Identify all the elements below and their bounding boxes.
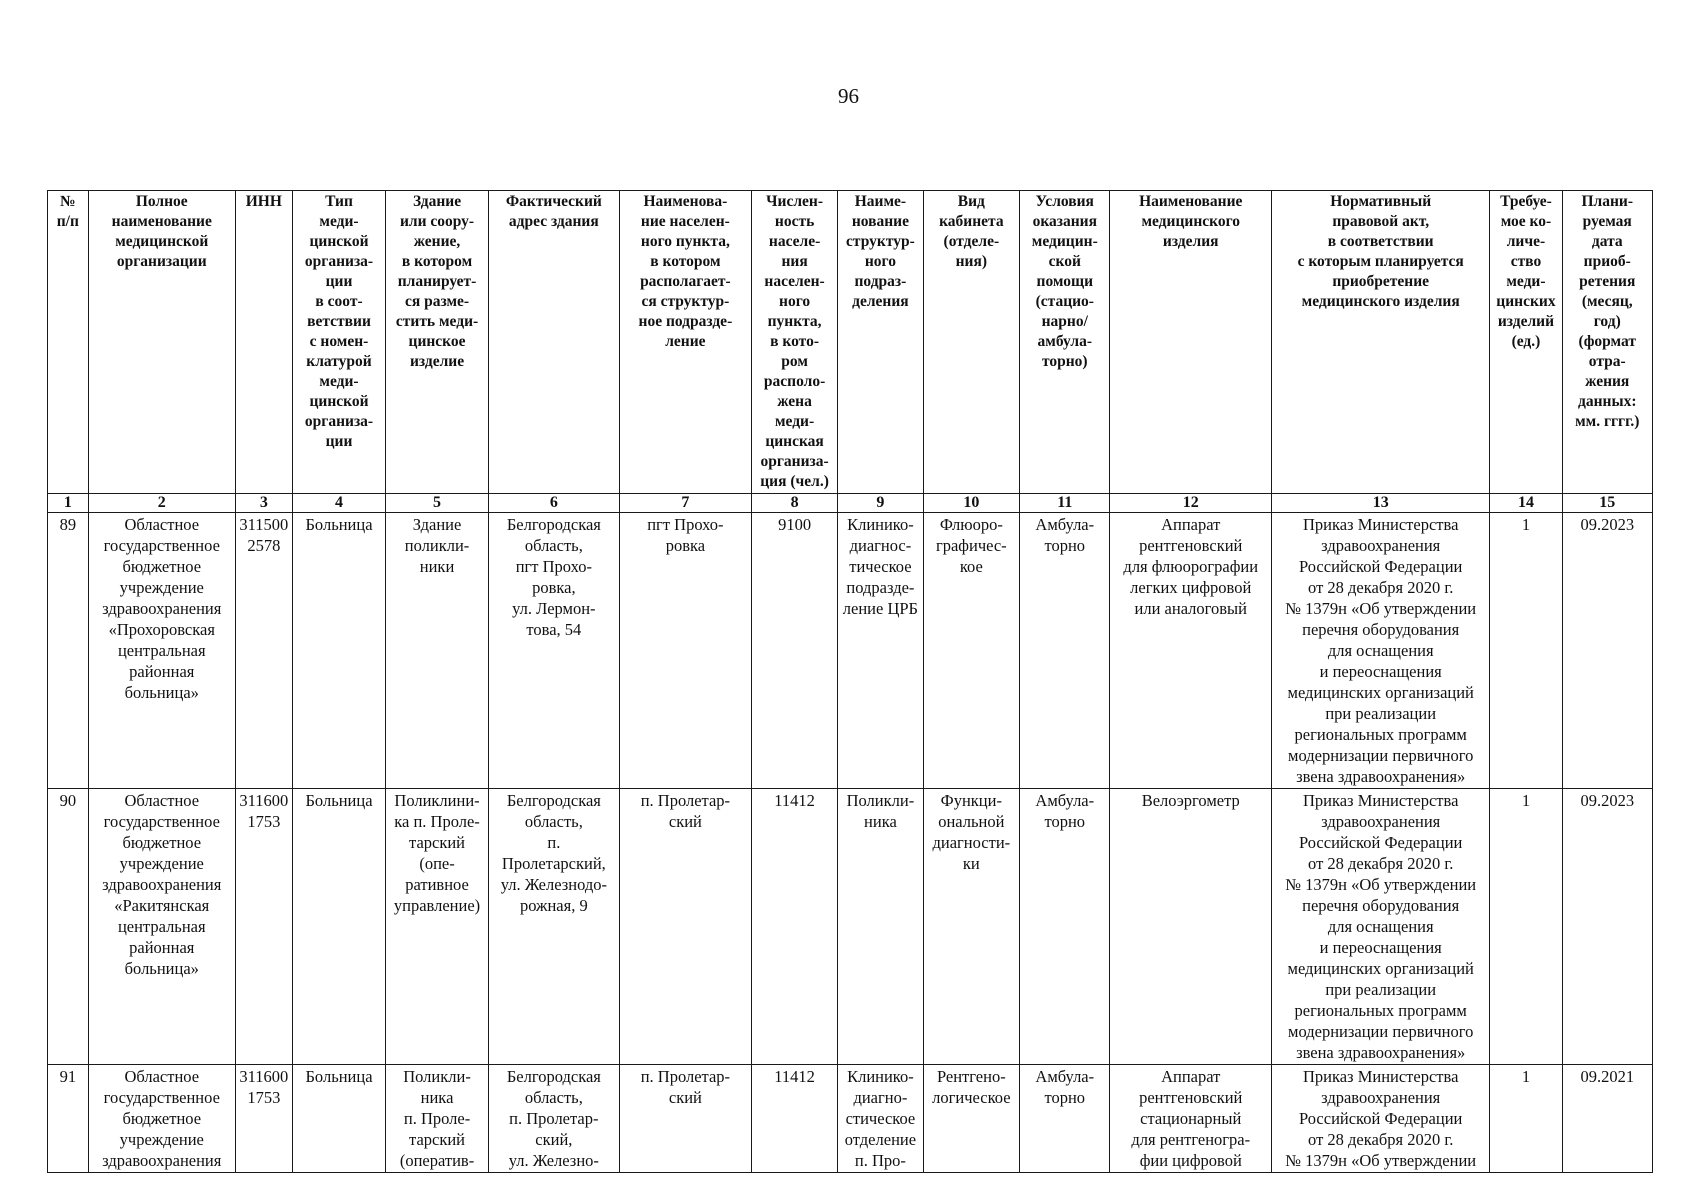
subdivision-cell: Клинико- диагно- стическое отделение п. Про- xyxy=(838,1065,923,1173)
column-number: 11 xyxy=(1020,494,1110,513)
settlement-cell: п. Пролетар- ский xyxy=(619,1065,751,1173)
care-conditions-cell: Амбула- торно xyxy=(1020,513,1110,789)
organization-type-cell: Больница xyxy=(292,789,385,1065)
address-cell: Белгородская область, пгт Прохо- ровка, ул. Лермон- това, 54 xyxy=(488,513,619,789)
subdivision-cell: Клинико- диагнос- тическое подразде- ление ЦРБ xyxy=(838,513,923,789)
column-number: 8 xyxy=(751,494,837,513)
inn-cell: 311600 1753 xyxy=(235,1065,292,1173)
header-cell: Плани- руемая дата приоб- ретения (месяц, год) (формат отра- жения данных: мм. гггг.) xyxy=(1562,191,1653,494)
population-cell: 11412 xyxy=(751,1065,837,1173)
organization-name-cell: Областное государственное бюджетное учреждение здравоохранения «Прохоровская центральная районная больница» xyxy=(88,513,235,789)
building-cell: Здание поликли- ники xyxy=(386,513,489,789)
column-number: 4 xyxy=(292,494,385,513)
settlement-cell: пгт Прохо- ровка xyxy=(619,513,751,789)
header-cell: Наиме- нование структур- ного подраз- деления xyxy=(838,191,923,494)
care-conditions-cell: Амбула- торно xyxy=(1020,789,1110,1065)
column-number: 1 xyxy=(48,494,89,513)
device-name-cell: Велоэргометр xyxy=(1110,789,1272,1065)
room-type-cell: Функци- ональной диагности- ки xyxy=(923,789,1020,1065)
column-number: 9 xyxy=(838,494,923,513)
column-number: 10 xyxy=(923,494,1020,513)
address-cell: Белгородская область, п. Пролетарский, ул. Железнодо- рожная, 9 xyxy=(488,789,619,1065)
header-cell: Здание или соору- жение, в котором планирует- ся разме- стить меди- цинское изделие xyxy=(386,191,489,494)
column-number: 15 xyxy=(1562,494,1653,513)
column-number: 5 xyxy=(386,494,489,513)
inn-cell: 311500 2578 xyxy=(235,513,292,789)
header-cell: Наименова- ние населен- ного пункта, в котором располагает- ся структур- ное подразде- ление xyxy=(619,191,751,494)
quantity-cell: 1 xyxy=(1490,789,1562,1065)
device-name-cell: Аппарат рентгеновский для флюорографии легких цифровой или аналоговый xyxy=(1110,513,1272,789)
population-cell: 9100 xyxy=(751,513,837,789)
header-cell: Тип меди- цинской организа- ции в соот- ветствии с номен- клатурой меди- цинской организа- ции xyxy=(292,191,385,494)
medical-equipment-table xyxy=(47,190,1653,1173)
column-number-row xyxy=(48,494,1653,513)
legal-act-cell: Приказ Министерства здравоохранения Российской Федерации от 28 декабря 2020 г. № 1379н «Об утверждении перечня оборудования для оснащения и переоснащения медицинских организаций при реализации региональных программ модернизации первичного звена здравоохранения» xyxy=(1272,513,1490,789)
legal-act-cell: Приказ Министерства здравоохранения Российской Федерации от 28 декабря 2020 г. № 1379н «Об утверждении xyxy=(1272,1065,1490,1173)
column-number: 2 xyxy=(88,494,235,513)
header-cell: Фактический адрес здания xyxy=(488,191,619,494)
organization-name-cell: Областное государственное бюджетное учреждение здравоохранения xyxy=(88,1065,235,1173)
row-number-cell: 91 xyxy=(48,1065,89,1173)
purchase-date-cell: 09.2023 xyxy=(1562,789,1653,1065)
header-cell: Полное наименование медицинской организации xyxy=(88,191,235,494)
device-name-cell: Аппарат рентгеновский стационарный для рентгеногра- фии цифровой xyxy=(1110,1065,1272,1173)
purchase-date-cell: 09.2021 xyxy=(1562,1065,1653,1173)
organization-type-cell: Больница xyxy=(292,1065,385,1173)
header-cell: Числен- ность населе- ния населен- ного пункта, в кото- ром располо- жена меди- цинская организа- ция (чел.) xyxy=(751,191,837,494)
quantity-cell: 1 xyxy=(1490,513,1562,789)
legal-act-cell: Приказ Министерства здравоохранения Российской Федерации от 28 декабря 2020 г. № 1379н «Об утверждении перечня оборудования для оснащения и переоснащения медицинских организаций при реализации региональных программ модернизации первичного звена здравоохранения» xyxy=(1272,789,1490,1065)
inn-cell: 311600 1753 xyxy=(235,789,292,1065)
header-cell: Требуе- мое ко- личе- ство меди- цинских изделий (ед.) xyxy=(1490,191,1562,494)
building-cell: Поликли- ника п. Проле- тарский (оператив- xyxy=(386,1065,489,1173)
table-row xyxy=(48,1065,1653,1173)
column-number: 12 xyxy=(1110,494,1272,513)
header-cell: Наименование медицинского изделия xyxy=(1110,191,1272,494)
address-cell: Белгородская область, п. Пролетар- ский, ул. Железно- xyxy=(488,1065,619,1173)
header-cell: Условия оказания медицин- ской помощи (стацио- нарно/ амбула- торно) xyxy=(1020,191,1110,494)
column-number: 3 xyxy=(235,494,292,513)
header-cell: № п/п xyxy=(48,191,89,494)
table-row xyxy=(48,789,1653,1065)
room-type-cell: Флюоро- графичес- кое xyxy=(923,513,1020,789)
column-number: 6 xyxy=(488,494,619,513)
table-row xyxy=(48,513,1653,789)
subdivision-cell: Поликли- ника xyxy=(838,789,923,1065)
page-number: 96 xyxy=(838,84,859,108)
population-cell: 11412 xyxy=(751,789,837,1065)
table-header-row xyxy=(48,191,1653,494)
column-number: 14 xyxy=(1490,494,1562,513)
quantity-cell: 1 xyxy=(1490,1065,1562,1173)
column-number: 7 xyxy=(619,494,751,513)
row-number-cell: 90 xyxy=(48,789,89,1065)
header-cell: Вид кабинета (отделе- ния) xyxy=(923,191,1020,494)
settlement-cell: п. Пролетар- ский xyxy=(619,789,751,1065)
building-cell: Поликлини- ка п. Проле- тарский (опе- ративное управление) xyxy=(386,789,489,1065)
room-type-cell: Рентгено- логическое xyxy=(923,1065,1020,1173)
column-number: 13 xyxy=(1272,494,1490,513)
care-conditions-cell: Амбула- торно xyxy=(1020,1065,1110,1173)
header-cell: Нормативный правовой акт, в соответствии с которым планируется приобретение медицинского изделия xyxy=(1272,191,1490,494)
organization-name-cell: Областное государственное бюджетное учреждение здравоохранения «Ракитянская центральная районная больница» xyxy=(88,789,235,1065)
row-number-cell: 89 xyxy=(48,513,89,789)
organization-type-cell: Больница xyxy=(292,513,385,789)
purchase-date-cell: 09.2023 xyxy=(1562,513,1653,789)
header-cell: ИНН xyxy=(235,191,292,494)
